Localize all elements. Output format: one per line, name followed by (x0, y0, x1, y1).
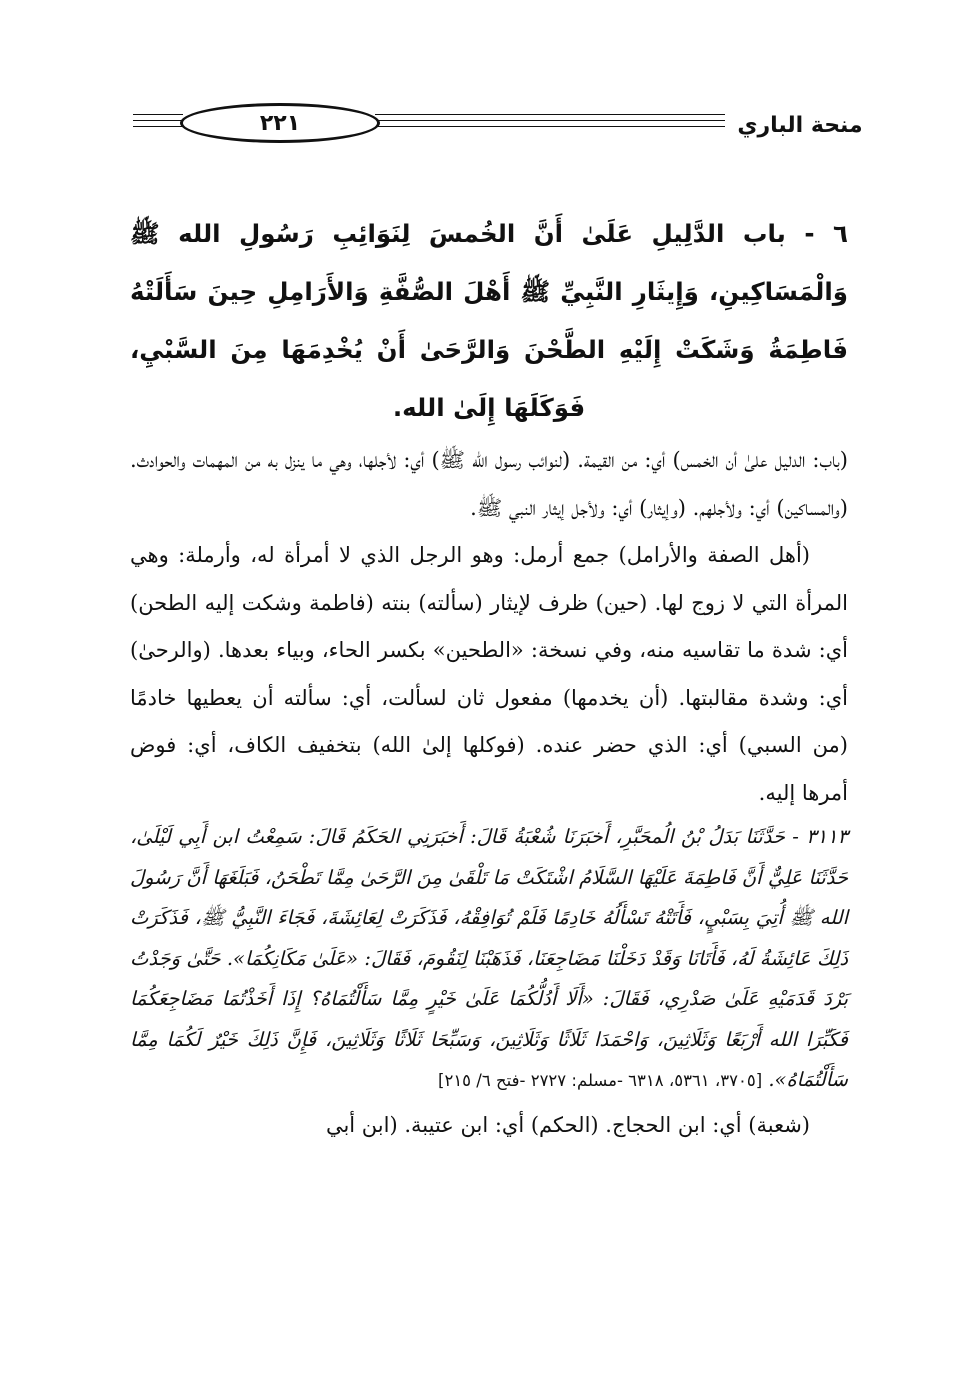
page-content (130, 205, 848, 1149)
header-rule (133, 126, 183, 127)
hadith-reference: [٣٧٠٥، ٥٣٦١، ٦٣١٨ -مسلم: ٢٧٢٧ -فتح ٦/ ٢١٥] (438, 1071, 763, 1090)
header-rule (133, 114, 183, 115)
hadith-body: ٣١١٣ - حَدَّثَنَا بَدَلُ بْنُ الُمحَبَّرِ، أَخبَرَنَا شُعْبَةُ قَالَ: أَخبَرَنِي الحَكَمُ قَالَ: سَمِعْتُ ابن أَبِي لَيْلَىٰ، حَدَّثَنَا عَلِيٌّ أَنَّ فَاطِمَةَ عَلَيْهَا السَّلَامُ اشْتَكَتْ مَا تَلْقَىٰ مِنَ الرَّحَىٰ مِمَّا تَطْحَنُ، فَبَلَغَهَا أَنَّ رَسُولَ الله ﷺ أُتِيَ بِسَبْيٍ، فَأَتَتْهُ تَسْأَلُهُ خَادِمًا فَلَمْ تُوَافِقْهُ، فَذَكَرَتْ لِعَائِشَةَ، فَجَاءَ النَّبِيُّ ﷺ، فَذَكَرَتْ ذَلِكَ عَائِشَةُ لَهُ، فَأَتَانَا وَقَدْ دَخَلْنَا مَضَاجِعَنَا، فَذَهَبْنَا لِنَقُومَ، فَقَالَ: «عَلَىٰ مَكَانِكُمَا». حَتَّىٰ وَجَدْتُ بَرْدَ قَدَمَيْهِ عَلَىٰ صَدْرِي، فَقَالَ: «أَلَا أَدُلُّكُمَا عَلَىٰ خَيْرٍ مِمَّا سَأَلْتُمَاهُ؟ إِذَا أَخَذْتُمَا مَضَاجِعَكُمَا فَكَبِّرَا الله أَرْبَعًا وَثَلَاثِينَ، وَاحْمَدَا ثَلَاثًا وَثَلَاثِينَ، وَسَبِّحَا ثَلَاثًا وَثَلَاثِينَ، فَإِنَّ ذَلِكَ خَيْرٌ لَكُمَا مِمَّا سَأَلْتُمَاهُ». (130, 825, 848, 1091)
page-number-text: ٢٢١ (259, 110, 301, 136)
header-rule (133, 120, 183, 121)
chapter-title: ٦ - باب الدَّلِيلِ عَلَىٰ أَنَّ الخُمسَ لِنَوَائِبِ رَسُولِ الله ﷺ وَالْمَسَاكِينِ، وَإِيثَارِ النَّبِيِّ ﷺ أَهْلَ الصُّفَّةِ وَالأَرَامِلِ حِينَ سَأَلَتْهُ فَاطِمَةُ وَشَكَتْ إِلَيْهِ الطَّحْنَ وَالرَّحَىٰ أَنْ يُخْدِمَهَا مِنَ السَّبْيِ، فَوَكَلَهَا إِلَىٰ الله. (130, 219, 848, 422)
header-rule (375, 126, 730, 127)
header-rule (375, 114, 730, 115)
header-rule (375, 120, 730, 121)
page-header (125, 100, 863, 150)
page-number (180, 103, 380, 143)
hadith-text (130, 817, 848, 1102)
running-title: منحة الباري (725, 105, 875, 145)
commentary-paragraph: (أهل الصفة والأرامل) جمع أرمل: وهو الرجل الذي لا أمرأة له، وأرملة: وهي المرأة التي لا زوج لها. (حين) ظرف لإيثار (سألته) بنته (فاطمة وشكت إليه الطحن) أي: شدة ما تقاسيه منه، وفي نسخة: «الطحين» بكسر الحاء، وبياء بعدها. (والرحىٰ) أي: وشدة مقالبتها. (أن يخدمها) مفعول ثان لسألت، أي: سألته أن يعطيها خادمًا (من السبي) أي: الذي حضر عنده. (فوكلها إلىٰ الله) بتخفيف الكاف، أي: فوض أمرها إليه. (130, 543, 848, 805)
closing-paragraph: (شعبة) أي: ابن الحجاج. (الحكم) أي: ابن عتيبة. (ابن أبي (325, 1112, 810, 1137)
commentary-paragraph: (باب: الدليل علىٰ أن الخمس) أي: من القيمة. (لنوائب رسول الله ﷺ) أي: لأجلها، وهي ما ينزل به من المهمات والحوادث. (والمساكين) أي: ولأجلهم. (وإيثار) أي: ولأجل إيثار النبي ﷺ. (130, 448, 848, 520)
